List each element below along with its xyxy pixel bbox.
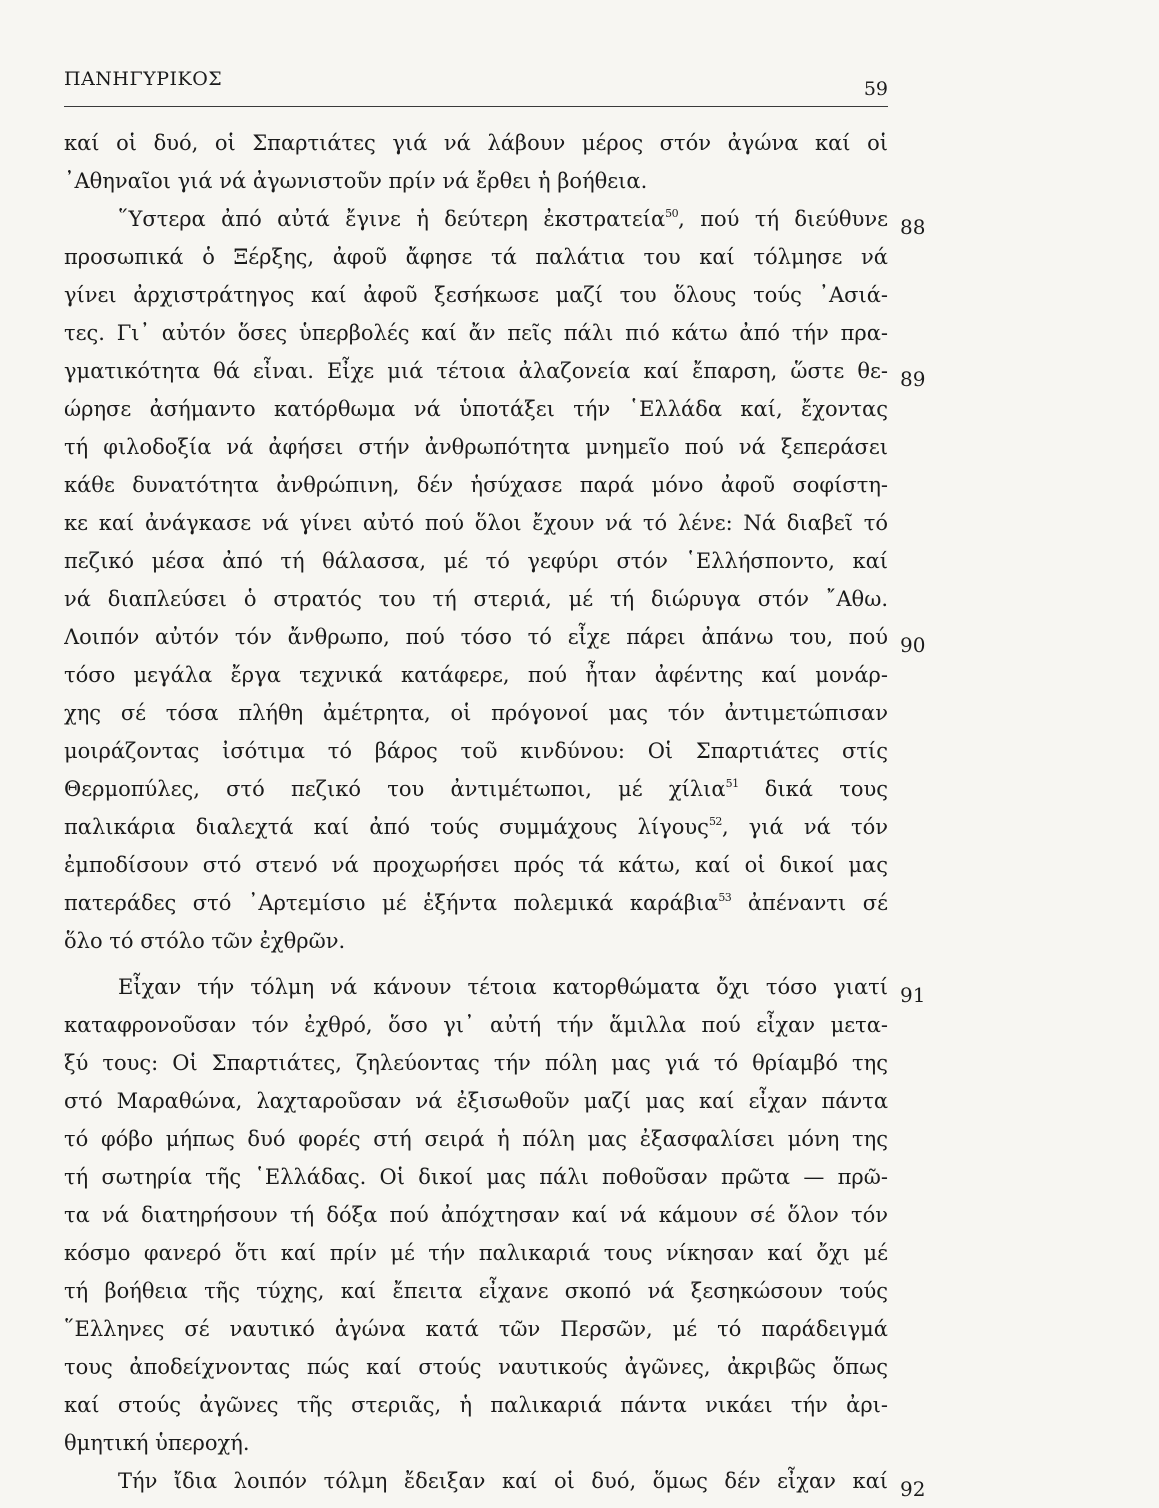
text-line: στό Μαραθώνα, λαχταροῦσαν νά ἐξισωθοῦν μαζί μας καί εἶχαν πάντα — [64, 1089, 888, 1113]
text-line: καί στούς ἀγῶνες τῆς στεριᾶς, ἡ παλικαριά πάντα νικάει τήν ἀρι- — [64, 1393, 888, 1417]
text-line: τόσο μεγάλα ἔργα τεχνικά κατάφερε, πού ἦταν ἀφέντης καί μονάρ- — [64, 663, 888, 687]
text-line: τό φόβο μήπως δυό φορές στή σειρά ἡ πόλη μας ἐξασφαλίσει μόνη της — [64, 1127, 888, 1151]
text-segment: πατεράδες στό ᾿Αρτεμίσιο μέ ἑξήντα πολεμικά καράβια — [64, 891, 719, 915]
margin-number: 89 — [900, 367, 926, 391]
text-segment: Θερμοπύλες, στό πεζικό του ἀντιμέτωποι, μέ χίλια — [64, 777, 726, 801]
footnote-ref: 52 — [708, 815, 722, 828]
text-line: Τήν ἴδια λοιπόν τόλμη ἔδειξαν καί οἱ δυό, ὅμως δέν εἶχαν καί — [118, 1469, 888, 1493]
text-line: τα νά διατηρήσουν τή δόξα πού ἀπόχτησαν καί νά κάμουν σέ ὅλον τόν — [64, 1203, 888, 1227]
text-line: ᾿Αθηναῖοι γιά νά ἀγωνιστοῦν πρίν νά ἔρθει ἡ βοήθεια. — [64, 169, 648, 193]
text-line: ὅλο τό στόλο τῶν ἐχθρῶν. — [64, 929, 346, 953]
text-line: τή σωτηρία τῆς ῾Ελλάδας. Οἱ δικοί μας πάλι ποθοῦσαν πρῶτα — πρῶ- — [64, 1165, 888, 1189]
text-line: καί οἱ δυό, οἱ Σπαρτιάτες γιά νά λάβουν μέρος στόν ἀγώνα καί οἱ — [64, 131, 888, 155]
running-title: ΠΑΝΗΓΥΡΙΚΟΣ — [64, 68, 223, 90]
text-line: γίνει ἀρχιστράτηγος καί ἀφοῦ ξεσήκωσε μαζί του ὅλους τούς ᾿Ασιά- — [64, 283, 888, 307]
text-segment: , γιά νά τόν — [721, 815, 888, 839]
text-line: προσωπικά ὁ Ξέρξης, ἀφοῦ ἄφησε τά παλάτια του καί τόλμησε νά — [64, 245, 888, 269]
text-segment: δικά τους — [738, 777, 888, 801]
text-line: θμητική ὑπεροχή. — [64, 1431, 250, 1455]
text-line: πεζικό μέσα ἀπό τή θάλασσα, μέ τό γεφύρι στόν ῾Ελλήσποντο, καί — [64, 549, 888, 573]
text-segment: , πού τή διεύθυνε — [678, 207, 888, 231]
margin-number: 90 — [900, 633, 926, 657]
text-line — [118, 200, 888, 238]
text-line: ξύ τους: Οἱ Σπαρτιάτες, ζηλεύοντας τήν πόλη μας γιά τό θρίαμβό της — [64, 1051, 888, 1075]
running-header — [64, 68, 888, 107]
text-line: ἐμποδίσουν στό στενό νά προχωρήσει πρός τά κάτω, καί οἱ δικοί μας — [64, 853, 888, 877]
text-line: Λοιπόν αὐτόν τόν ἄνθρωπο, πού τόσο τό εἶχε πάρει ἀπάνω του, πού — [64, 625, 888, 649]
text-line: καταφρονοῦσαν τόν ἐχθρό, ὅσο γι᾿ αὐτή τήν ἅμιλλα πού εἶχαν μετα- — [64, 1013, 888, 1037]
text-line: τή φιλοδοξία νά ἀφήσει στήν ἀνθρωπότητα μνημεῖο πού νά ξεπεράσει — [64, 435, 888, 459]
text-line: κε καί ἀνάγκασε νά γίνει αὐτό πού ὅλοι ἔχουν νά τό λένε: Νά διαβεῖ τό — [64, 511, 888, 535]
footnote-ref: 51 — [725, 777, 739, 790]
footnote-ref: 53 — [718, 891, 732, 904]
text-line: Εἶχαν τήν τόλμη νά κάνουν τέτοια κατορθώματα ὄχι τόσο γιατί — [118, 975, 888, 999]
text-line — [64, 770, 888, 808]
text-line: χης σέ τόσα πλήθη ἀμέτρητα, οἱ πρόγονοί μας τόν ἀντιμετώπισαν — [64, 701, 888, 725]
text-line: τες. Γι᾿ αὐτόν ὅσες ὑπερβολές καί ἄν πεῖς πάλι πιό κάτω ἀπό τήν πρα- — [64, 321, 888, 345]
text-segment: ἀπέναντι σέ — [731, 891, 888, 915]
footnote-ref: 50 — [665, 207, 679, 220]
margin-number: 92 — [900, 1477, 926, 1501]
text-line: κάθε δυνατότητα ἀνθρώπινη, δέν ἡσύχασε παρά μόνο ἀφοῦ σοφίστη- — [64, 473, 888, 497]
text-segment: παλικάρια διαλεχτά καί ἀπό τούς συμμάχους λίγους — [64, 815, 709, 839]
margin-number: 91 — [900, 983, 926, 1007]
text-line: γματικότητα θά εἶναι. Εἶχε μιά τέτοια ἀλαζονεία καί ἔπαρση, ὥστε θε- — [64, 359, 888, 383]
margin-number: 88 — [900, 215, 926, 239]
page-number: 59 — [863, 78, 888, 100]
text-line: νά διαπλεύσει ὁ στρατός του τή στεριά, μέ τή διώρυγα στόν ῎Αθω. — [64, 587, 888, 611]
text-line: τους ἀποδείχνοντας πώς καί στούς ναυτικούς ἀγῶνες, ἀκριβῶς ὅπως — [64, 1355, 888, 1379]
text-line: κόσμο φανερό ὅτι καί πρίν μέ τήν παλικαριά τους νίκησαν καί ὄχι μέ — [64, 1241, 888, 1265]
text-line: ώρησε ἀσήμαντο κατόρθωμα νά ὑποτάξει τήν ῾Ελλάδα καί, ἔχοντας — [64, 397, 888, 421]
text-line: ῞Ελληνες σέ ναυτικό ἀγώνα κατά τῶν Περσῶν, μέ τό παράδειγμά — [64, 1317, 888, 1341]
text-line — [64, 884, 888, 922]
text-segment: ῞Υστερα ἀπό αὐτά ἔγινε ἡ δεύτερη ἐκστρατεία — [118, 207, 666, 231]
text-line — [64, 808, 888, 846]
text-line: μοιράζοντας ἰσότιμα τό βάρος τοῦ κινδύνου: Οἱ Σπαρτιάτες στίς — [64, 739, 888, 763]
text-line: τή βοήθεια τῆς τύχης, καί ἔπειτα εἶχανε σκοπό νά ξεσηκώσουν τούς — [64, 1279, 888, 1303]
